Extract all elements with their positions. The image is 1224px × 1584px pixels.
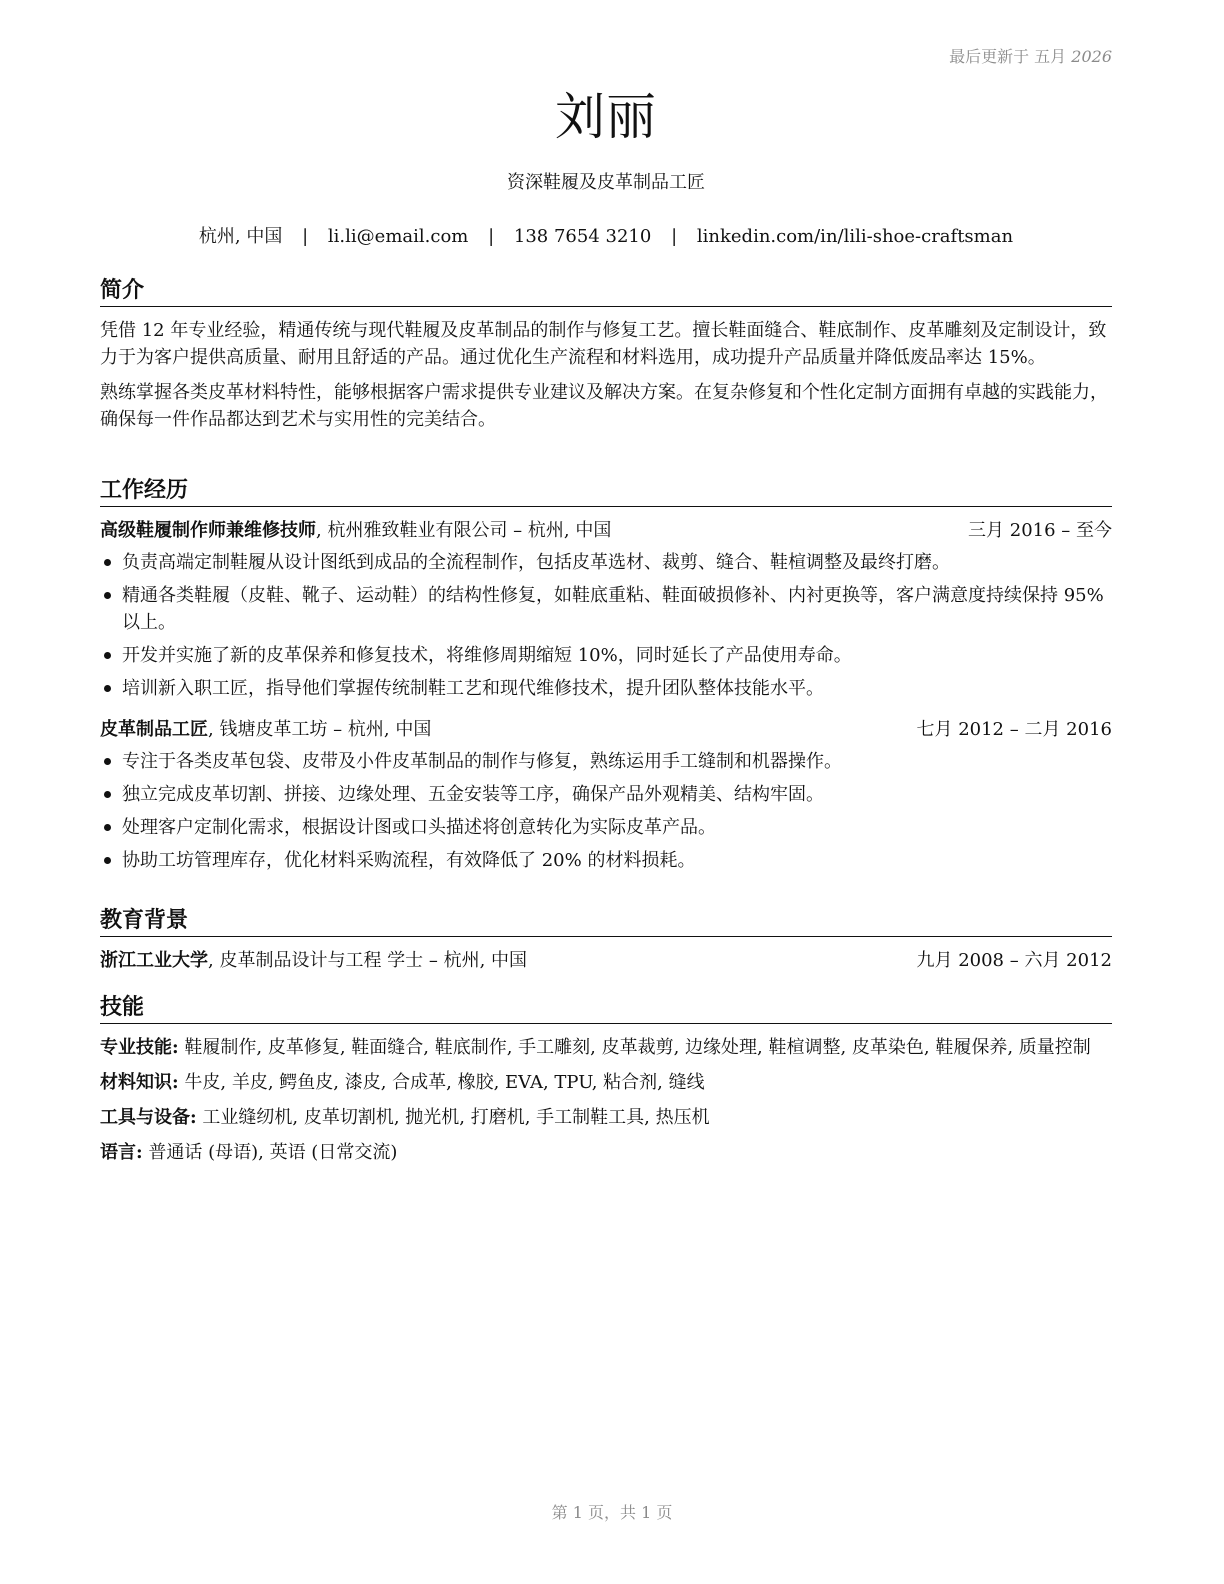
contact-separator: |: [302, 226, 309, 247]
skill-label: 专业技能:: [100, 1037, 179, 1058]
list-item: [100, 847, 1112, 874]
job-header: [100, 716, 1112, 744]
summary-heading: 简介: [100, 276, 1112, 307]
bullet-icon: [104, 824, 111, 831]
contact-location: 杭州, 中国: [198, 226, 283, 247]
bullet-icon: [104, 791, 111, 798]
job-title-company: [100, 716, 431, 744]
list-item: [100, 781, 1112, 808]
education-dates: 九月 2008 – 六月 2012: [916, 950, 1112, 971]
skill-row: [100, 1034, 1112, 1061]
skill-row: [100, 1069, 1112, 1096]
last-updated-prefix: 最后更新于 五月: [949, 47, 1067, 66]
job-role: 皮革制品工匠: [100, 719, 208, 740]
experience-section: [100, 476, 1112, 880]
skill-label: 工具与设备:: [100, 1107, 197, 1128]
last-updated-year: 2026: [1071, 47, 1112, 66]
job-dates: 七月 2012 – 二月 2016: [916, 719, 1112, 740]
list-item: [100, 748, 1112, 775]
bullet-icon: [104, 652, 111, 659]
bullet-text: 培训新入职工匠，指导他们掌握传统制鞋工艺和现代维修技术，提升团队整体技能水平。: [122, 678, 824, 699]
list-item: [100, 675, 1112, 702]
job-dates: 三月 2016 – 至今: [968, 520, 1112, 541]
contact-separator: |: [488, 226, 495, 247]
bullet-text: 负责高端定制鞋履从设计图纸到成品的全流程制作，包括皮革选材、裁剪、缝合、鞋楦调整及最终打磨。: [122, 552, 950, 573]
bullet-text: 精通各类鞋履（皮鞋、靴子、运动鞋）的结构性修复，如鞋底重粘、鞋面破损修补、内衬更换等，客户满意度持续保持 95% 以上。: [122, 585, 1104, 633]
job-company-location: , 钱塘皮革工坊 – 杭州, 中国: [208, 719, 432, 740]
skill-label: 语言:: [100, 1142, 143, 1163]
job-bullets: [100, 748, 1112, 874]
candidate-name: 刘丽: [555, 88, 657, 146]
job-entry: [100, 716, 1112, 874]
bullet-icon: [104, 857, 111, 864]
skill-row: [100, 1104, 1112, 1131]
skill-value: 牛皮, 羊皮, 鳄鱼皮, 漆皮, 合成革, 橡胶, EVA, TPU, 粘合剂, 缝线: [178, 1072, 705, 1093]
job-company-location: , 杭州雅致鞋业有限公司 – 杭州, 中国: [316, 520, 612, 541]
summary-section: [100, 276, 1112, 441]
bullet-icon: [104, 685, 111, 692]
contact-linkedin-link[interactable]: linkedin.com/in/lili-shoe-craftsman: [696, 226, 1014, 247]
bullet-text: 开发并实施了新的皮革保养和修复技术，将维修周期缩短 10%，同时延长了产品使用寿命。: [122, 645, 852, 666]
skills-heading: 技能: [100, 993, 1112, 1024]
bullet-text: 处理客户定制化需求，根据设计图或口头描述将创意转化为实际皮革产品。: [122, 817, 716, 838]
skill-value: 普通话 (母语), 英语 (日常交流): [142, 1142, 398, 1163]
bullet-text: 专注于各类皮革包袋、皮带及小件皮革制品的制作与修复，熟练运用手工缝制和机器操作。: [122, 751, 842, 772]
experience-heading: 工作经历: [100, 476, 1112, 507]
skill-value: 工业缝纫机, 皮革切割机, 抛光机, 打磨机, 手工制鞋工具, 热压机: [196, 1107, 710, 1128]
job-title-company: [100, 517, 611, 545]
job-role: 高级鞋履制作师兼维修技师: [100, 520, 316, 541]
bullet-text: 协助工坊管理库存，优化材料采购流程，有效降低了 20% 的材料损耗。: [122, 850, 696, 871]
contact-email-link[interactable]: li.li@email.com: [327, 226, 469, 247]
education-school-degree: [100, 947, 527, 975]
list-item: [100, 642, 1112, 669]
contact-phone: 138 7654 3210: [513, 226, 652, 247]
skill-row: [100, 1139, 1112, 1166]
job-entry: [100, 517, 1112, 702]
summary-paragraph: 熟练掌握各类皮革材料特性，能够根据客户需求提供专业建议及解决方案。在复杂修复和个性化定制方面拥有卓越的实践能力，确保每一件作品都达到艺术与实用性的完美结合。: [100, 382, 1108, 430]
education-entry: [100, 947, 1112, 975]
page-footer: 第 1 页，共 1 页: [551, 1503, 673, 1522]
education-heading: 教育背景: [100, 906, 1112, 937]
bullet-icon: [104, 758, 111, 765]
job-header: [100, 517, 1112, 545]
job-bullets: [100, 549, 1112, 702]
bullet-icon: [104, 559, 111, 566]
candidate-headline: 资深鞋履及皮革制品工匠: [507, 172, 705, 193]
bullet-text: 独立完成皮革切割、拼接、边缘处理、五金安装等工序，确保产品外观精美、结构牢固。: [122, 784, 824, 805]
list-item: [100, 582, 1112, 636]
list-item: [100, 549, 1112, 576]
list-item: [100, 814, 1112, 841]
last-updated: [949, 44, 1112, 67]
contact-separator: |: [671, 226, 678, 247]
education-section: [100, 906, 1112, 975]
skills-section: [100, 993, 1112, 1174]
contact-line: [100, 224, 1112, 250]
bullet-icon: [104, 592, 111, 599]
skill-label: 材料知识:: [100, 1072, 179, 1093]
education-detail: , 皮革制品设计与工程 学士 – 杭州, 中国: [208, 950, 528, 971]
education-school: 浙江工业大学: [100, 950, 208, 971]
summary-paragraph: 凭借 12 年专业经验，精通传统与现代鞋履及皮革制品的制作与修复工艺。擅长鞋面缝合、鞋底制作、皮革雕刻及定制设计，致力于为客户提供高质量、耐用且舒适的产品。通过优化生产流程和材料选用，成功提升产品质量并降低废品率达 15%。: [100, 320, 1107, 368]
skill-value: 鞋履制作, 皮革修复, 鞋面缝合, 鞋底制作, 手工雕刻, 皮革裁剪, 边缘处理, 鞋楦调整, 皮革染色, 鞋履保养, 质量控制: [178, 1037, 1091, 1058]
